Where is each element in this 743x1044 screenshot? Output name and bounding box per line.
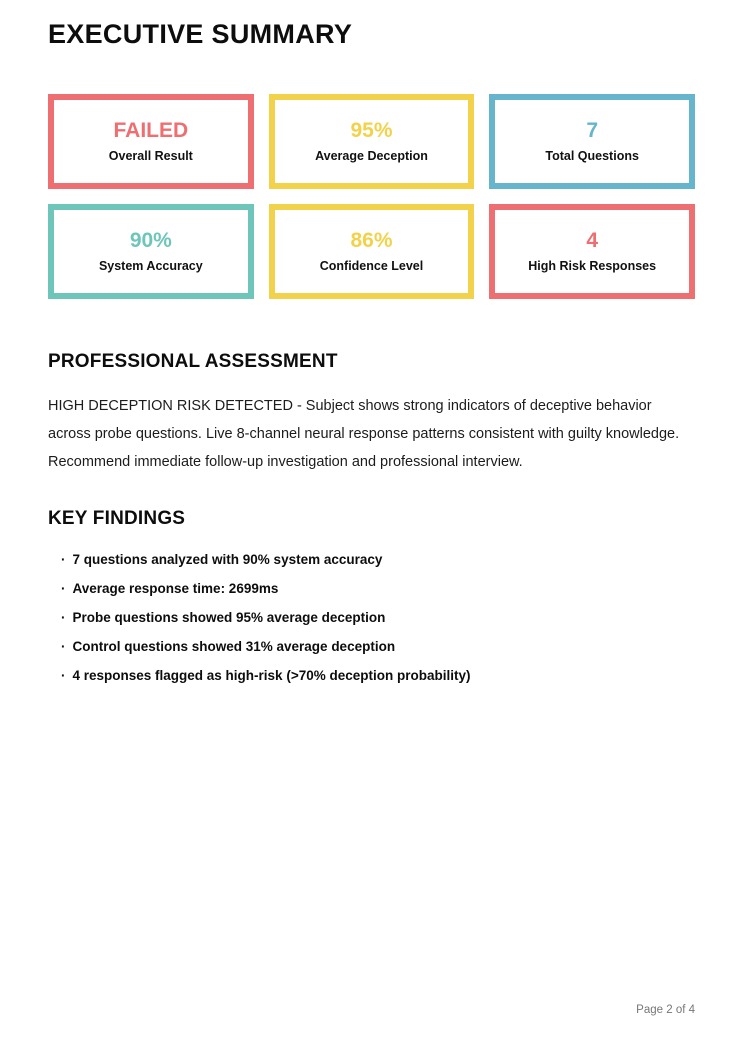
finding-item — [61, 553, 695, 567]
metric-card — [489, 204, 695, 299]
bullet-icon: · — [61, 610, 66, 625]
metric-value: 4 — [586, 229, 598, 252]
metric-label: Overall Result — [108, 149, 193, 163]
bullet-icon: · — [61, 668, 66, 683]
metric-label: High Risk Responses — [528, 259, 657, 273]
metric-label: System Accuracy — [98, 259, 203, 273]
section-heading-findings: KEY FINDINGS — [48, 508, 186, 529]
metric-value: 95% — [350, 119, 393, 142]
finding-text: Probe questions showed 95% average deception — [72, 610, 386, 625]
finding-text: Average response time: 2699ms — [72, 581, 279, 596]
finding-text: Control questions showed 31% average deception — [72, 639, 396, 654]
metric-card — [269, 204, 475, 299]
metric-label: Average Deception — [315, 149, 428, 163]
metric-cards-grid — [48, 94, 695, 299]
page-title: EXECUTIVE SUMMARY — [48, 19, 353, 49]
finding-text: 4 responses flagged as high-risk (>70% deception probability) — [72, 668, 471, 683]
findings-list — [48, 553, 695, 683]
metric-label: Total Questions — [545, 149, 639, 163]
finding-item — [61, 669, 695, 683]
bullet-icon: · — [61, 552, 66, 567]
metric-card — [269, 94, 475, 189]
assessment-paragraph: HIGH DECEPTION RISK DETECTED - Subject shows strong indicators of deceptive behavior across probe questions. Live 8-channel neural response patterns consistent with guilty knowledge. Recommend immediate follow-up investigation and professional interview. — [48, 398, 680, 470]
metric-card — [48, 94, 254, 189]
finding-text: 7 questions analyzed with 90% system accuracy — [72, 552, 383, 567]
bullet-icon: · — [61, 639, 66, 654]
metric-label: Confidence Level — [319, 259, 424, 273]
metric-value: 86% — [350, 229, 393, 252]
finding-item — [61, 611, 695, 625]
finding-item — [61, 582, 695, 596]
bullet-icon: · — [61, 581, 66, 596]
finding-item — [61, 640, 695, 654]
metric-value: 90% — [129, 229, 172, 252]
metric-card — [48, 204, 254, 299]
metric-card — [489, 94, 695, 189]
page-number: Page 2 of 4 — [636, 1004, 695, 1016]
metric-value: 7 — [586, 119, 598, 142]
metric-value: FAILED — [113, 119, 189, 142]
section-heading-assessment: PROFESSIONAL ASSESSMENT — [48, 351, 338, 372]
